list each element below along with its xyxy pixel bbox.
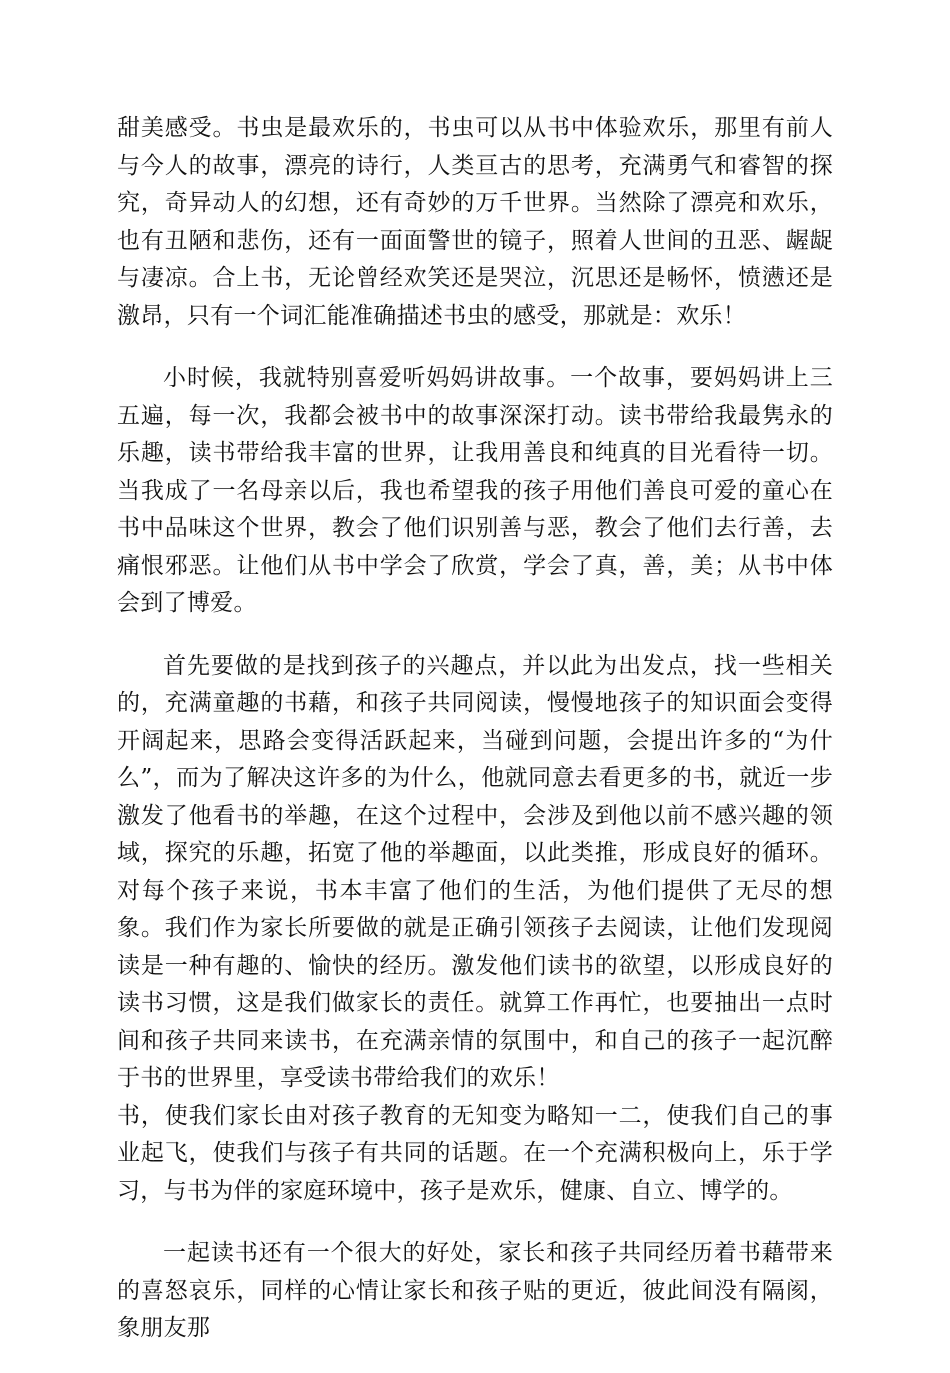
document-page bbox=[117, 110, 833, 1373]
paragraph-4: 一起读书还有一个很大的好处，家长和孩子共同经历着书藉带来的喜怒哀乐，同样的心情让家长和孩子贴的更近，彼此间没有隔阂，象朋友那 bbox=[117, 1240, 833, 1341]
paragraph-3-body: 首先要做的是找到孩子的兴趣点，并以此为出发点，找一些相关的，充满童趣的书藉，和孩子共同阅读，慢慢地孩子的知识面会变得开阔起来，思路会变得活跃起来，当碰到问题，会提出许多的“为什么”，而为了解决这许多的为什么，他就同意去看更多的书，就近一步激发了他看书的举趣，在这个过程中，会涉及到他以前不感兴趣的领域，探究的乐趣，拓宽了他的举趣面，以此类推，形成良好的循环。对每个孩子来说，书本丰富了他们的生活，为他们提供了无尽的想象。我们作为家长所要做的就是正确引领孩子去阅读，让他们发现阅读是一种有趣的、愉快的经历。激发他们读书的欲望，以形成良好的读书习惯，这是我们做家长的责任。就算工作再忙，也要抽出一点时间和孩子共同来读书，在充满亲情的氛围中，和自己的孩子一起沉醉于书的世界里，享受读书带给我们的欢乐！ bbox=[117, 652, 833, 1091]
paragraph-2: 小时候，我就特别喜爱听妈妈讲故事。一个故事，要妈妈讲上三五遍，每一次，我都会被书中的故事深深打动。读书带给我最隽永的乐趣，读书带给我丰富的世界，让我用善良和纯真的目光看待一切。当我成了一名母亲以后，我也希望我的孩子用他们善良可爱的童心在书中品味这个世界，教会了他们识别善与恶，教会了他们去行善，去痛恨邪恶。让他们从书中学会了欣赏，学会了真，善，美；从书中体会到了博爱。 bbox=[117, 365, 833, 616]
paragraph-3 bbox=[117, 648, 833, 1211]
paragraph-3-continuation: 书，使我们家长由对孩子教育的无知变为略知一二，使我们自己的事业起飞，使我们与孩子有共同的话题。在一个充满积极向上，乐于学习，与书为伴的家庭环境中，孩子是欢乐，健康、自立、博学的。 bbox=[117, 1102, 833, 1204]
paragraph-1: 甜美感受。书虫是最欢乐的，书虫可以从书中体验欢乐，那里有前人与今人的故事，漂亮的诗行，人类亘古的思考，充满勇气和睿智的探究，奇异动人的幻想，还有奇妙的万千世界。当然除了漂亮和欢乐，也有丑陋和悲伤，还有一面面警世的镜子，照着人世间的丑恶、龌龊与凄凉。合上书，无论曾经欢笑还是哭泣，沉思还是畅怀，愤懑还是激昂，只有一个词汇能准确描述书虫的感受，那就是：欢乐！ bbox=[117, 115, 833, 329]
